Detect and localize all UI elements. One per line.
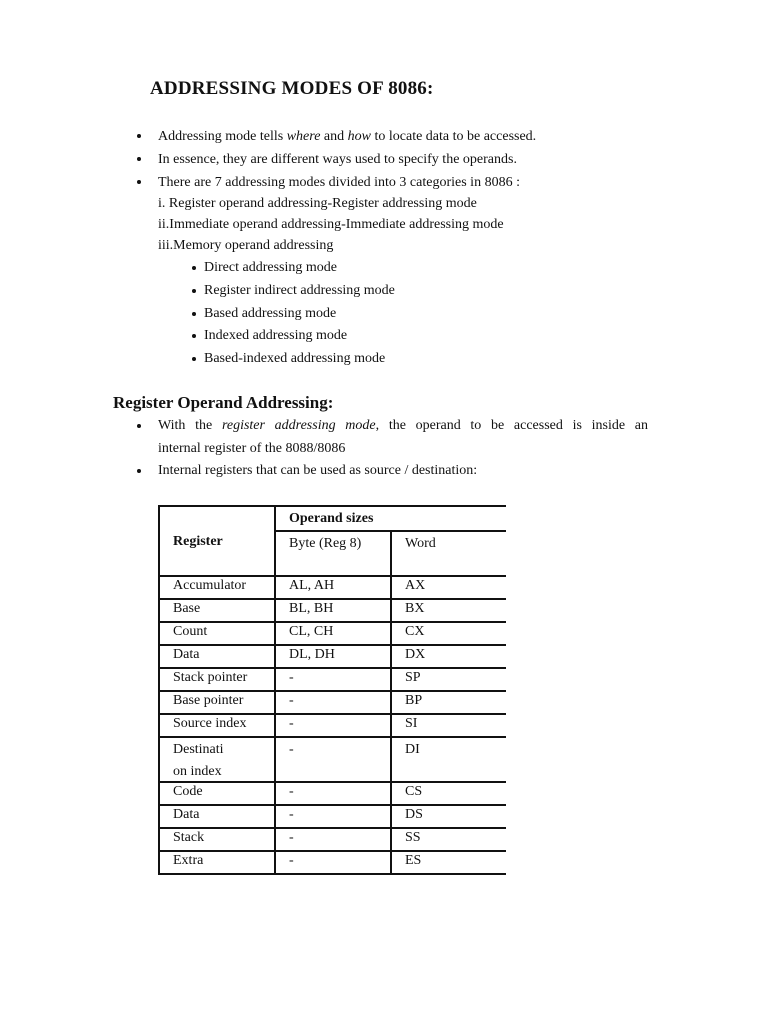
bullet-dot	[192, 357, 196, 361]
word-reg: DI	[391, 737, 506, 782]
bullet-text: Addressing mode tells	[158, 129, 287, 144]
bullet-dot	[192, 334, 196, 338]
register-name	[159, 737, 275, 782]
byte-reg: BL, BH	[275, 599, 391, 622]
bullet-dot	[137, 134, 141, 138]
register-name-line1: Destinati	[173, 742, 224, 757]
bullet-text: , the operand to be accessed is inside an	[375, 418, 648, 433]
word-reg: BP	[391, 691, 506, 714]
word-reg: SP	[391, 668, 506, 691]
register-name: Data	[159, 645, 275, 668]
bullet-internal-registers: Internal registers that can be used as source / destination:	[158, 463, 478, 478]
word-reg: DX	[391, 645, 506, 668]
byte-reg: -	[275, 737, 391, 782]
bullet-dot	[137, 424, 141, 428]
bullet-dot	[192, 312, 196, 316]
word-reg: SS	[391, 828, 506, 851]
register-name: Base	[159, 599, 275, 622]
page-title: ADDRESSING MODES OF 8086:	[150, 78, 434, 99]
word-reg: ES	[391, 851, 506, 874]
register-name: Base pointer	[159, 691, 275, 714]
register-name: Extra	[159, 851, 275, 874]
register-name: Count	[159, 622, 275, 645]
register-name: Data	[159, 805, 275, 828]
word-reg: AX	[391, 576, 506, 599]
word-reg: DS	[391, 805, 506, 828]
word-reg: BX	[391, 599, 506, 622]
bullet-dot	[192, 289, 196, 293]
byte-reg: -	[275, 714, 391, 737]
byte-reg: -	[275, 691, 391, 714]
bullet-essence: In essence, they are different ways used to specify the operands.	[158, 152, 517, 167]
byte-reg: AL, AH	[275, 576, 391, 599]
emphasis-register-addressing-mode: register addressing mode	[221, 418, 376, 433]
header-byte: Byte (Reg 8)	[275, 531, 391, 576]
register-name: Stack	[159, 828, 275, 851]
header-register: Register	[159, 506, 275, 576]
bullet-register-mode	[158, 417, 648, 435]
category-item: i. Register operand addressing-Register addressing mode	[158, 196, 477, 211]
byte-reg: -	[275, 828, 391, 851]
byte-reg: -	[275, 805, 391, 828]
word-reg: CS	[391, 782, 506, 805]
word-reg: SI	[391, 714, 506, 737]
emphasis-where: where	[286, 129, 321, 144]
byte-reg: CL, CH	[275, 622, 391, 645]
section-heading: Register Operand Addressing:	[113, 393, 334, 412]
memory-mode-item: Based addressing mode	[204, 306, 337, 321]
word-reg: CX	[391, 622, 506, 645]
byte-reg: DL, DH	[275, 645, 391, 668]
bullet-seven-modes: There are 7 addressing modes divided into 3 categories in 8086 :	[158, 175, 520, 190]
bullet-text: With the	[158, 418, 222, 433]
bullet-dot	[192, 266, 196, 270]
register-name-line2: on index	[173, 764, 222, 779]
register-table	[158, 505, 506, 875]
bullet-dot	[137, 180, 141, 184]
register-name: Stack pointer	[159, 668, 275, 691]
bullet-register-mode-line2: internal register of the 8088/8086	[158, 441, 346, 456]
byte-reg: -	[275, 782, 391, 805]
bullet-addressing-mode	[158, 128, 536, 146]
emphasis-how: how	[347, 129, 371, 144]
bullet-text: to locate data to be accessed.	[370, 129, 537, 144]
category-item: ii.Immediate operand addressing-Immediate addressing mode	[158, 217, 504, 232]
register-name: Code	[159, 782, 275, 805]
header-word: Word	[391, 531, 506, 576]
bullet-dot	[137, 157, 141, 161]
memory-mode-item: Based-indexed addressing mode	[204, 351, 386, 366]
memory-mode-item: Direct addressing mode	[204, 260, 337, 275]
bullet-dot	[137, 469, 141, 473]
byte-reg: -	[275, 668, 391, 691]
category-item: iii.Memory operand addressing	[158, 238, 334, 253]
register-name: Accumulator	[159, 576, 275, 599]
memory-mode-item: Indexed addressing mode	[204, 328, 348, 343]
byte-reg: -	[275, 851, 391, 874]
bullet-text: and	[320, 129, 348, 144]
register-name: Source index	[159, 714, 275, 737]
header-operand-sizes: Operand sizes	[275, 506, 506, 531]
memory-mode-item: Register indirect addressing mode	[204, 283, 395, 298]
